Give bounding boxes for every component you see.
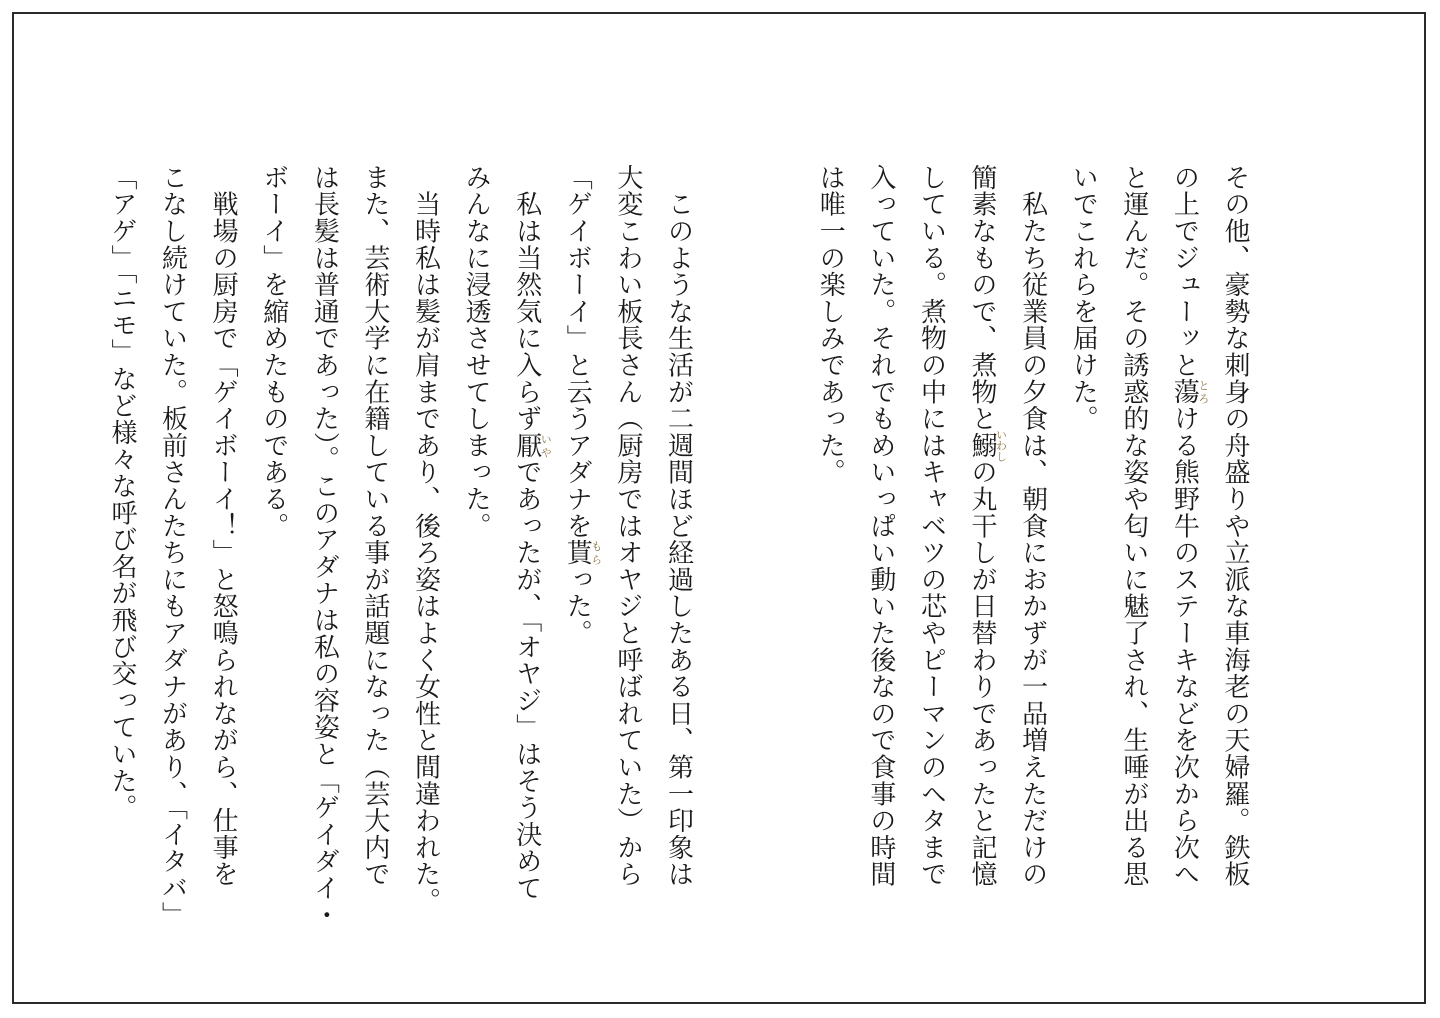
text-segment: している。煮物の中にはキャベツの芯やピーマンのヘタまで <box>916 164 947 888</box>
text-segment: いでこれらを届けた。 <box>1068 164 1099 432</box>
text-segment: と運んだ。その誘惑的な姿や匂いに魅了され、生唾が出る思 <box>1118 164 1149 888</box>
text-segment: 私たち従業員の夕食は、朝食におかずが一品増えただけの <box>1017 164 1048 888</box>
text-segment: った。 <box>562 566 593 647</box>
text-line <box>805 164 856 916</box>
text-line <box>400 164 451 916</box>
text-line <box>299 164 350 929</box>
text-segment: 「ゲイボーイ」と云うアダナを <box>562 164 593 540</box>
ruby-reading: いわし <box>994 428 1008 462</box>
ruby-word <box>967 428 1008 462</box>
ruby-base: 蕩 <box>1169 378 1200 406</box>
text-segment: 大変こわい板長さん（厨房ではオヤジと呼ばれていた）から <box>612 164 643 888</box>
text-segment: ボーイ」を縮めたものである。 <box>258 164 289 540</box>
text-line <box>1108 164 1159 916</box>
text-segment: その他、豪勢な刺身の舟盛りや立派な車海老の天婦羅。鉄板 <box>1220 164 1250 888</box>
page-frame <box>12 12 1426 1004</box>
text-line <box>1007 164 1058 916</box>
text-line <box>501 164 552 916</box>
text-segment: 戦場の厨房で「ゲイボーイ！」と怒鳴られながら、仕事を <box>208 164 239 888</box>
ruby-word <box>1169 378 1210 406</box>
text-line <box>248 164 299 916</box>
text-segment: は唯一の楽しみであった。 <box>815 164 846 486</box>
text-line <box>349 164 400 916</box>
text-segment: また、芸術大学に在籍している事が話題になった（芸大内で <box>359 164 390 888</box>
text-line <box>602 164 653 916</box>
blank-line <box>703 164 754 916</box>
blank-line <box>754 164 805 916</box>
text-segment: 私は当然気に入らず <box>511 164 542 432</box>
ruby-reading: いや <box>539 432 553 459</box>
text-line <box>1159 164 1210 916</box>
ruby-base: 貰 <box>562 539 593 567</box>
text-line <box>198 164 249 916</box>
ruby-base: 鰯 <box>967 428 998 462</box>
text-segment: の上でジューッと <box>1169 164 1200 379</box>
text-segment: こなし続けていた。板前さんたちにもアダナがあり、「イタバ」 <box>157 164 188 929</box>
text-segment: は長髪は普通であった）。このアダナは私の容姿と「ゲイダイ・ <box>309 164 340 929</box>
text-segment: 「アゲ」「ニモ」など様々な呼び名が飛び交っていた。 <box>106 164 137 821</box>
text-line <box>855 164 906 916</box>
text-line <box>552 164 603 916</box>
text-segment: の丸干しが日替わりであったと記憶 <box>967 458 998 888</box>
text-line <box>653 164 704 916</box>
text-segment: このような生活が二週間ほど経過したある日、第一印象は <box>663 164 694 888</box>
ruby-reading: とろ <box>1196 378 1210 406</box>
ruby-reading: もら <box>589 539 603 567</box>
text-line <box>451 164 502 916</box>
text-segment: 簡素なもので、煮物と <box>967 164 998 432</box>
text-line <box>1209 164 1260 916</box>
text-segment: みんなに浸透させてしまった。 <box>461 164 492 540</box>
text-line <box>956 164 1007 916</box>
text-segment: ける熊野牛のステーキなどを次から次へ <box>1169 405 1200 888</box>
text-segment: 入っていた。それでもめいっぱい動いた後なので食事の時間 <box>865 164 896 888</box>
text-segment: であったが、「オヤジ」はそう決めて <box>511 458 542 902</box>
text-line <box>96 164 147 916</box>
text-segment: 当時私は髪が肩まであり、後ろ姿はよく女性と間違われた。 <box>410 164 441 915</box>
body-text <box>96 164 1260 929</box>
ruby-word <box>511 432 553 459</box>
ruby-base: 厭 <box>511 432 542 459</box>
text-line <box>1058 164 1109 916</box>
text-line <box>147 164 198 929</box>
ruby-word <box>562 539 603 567</box>
text-line <box>906 164 957 916</box>
